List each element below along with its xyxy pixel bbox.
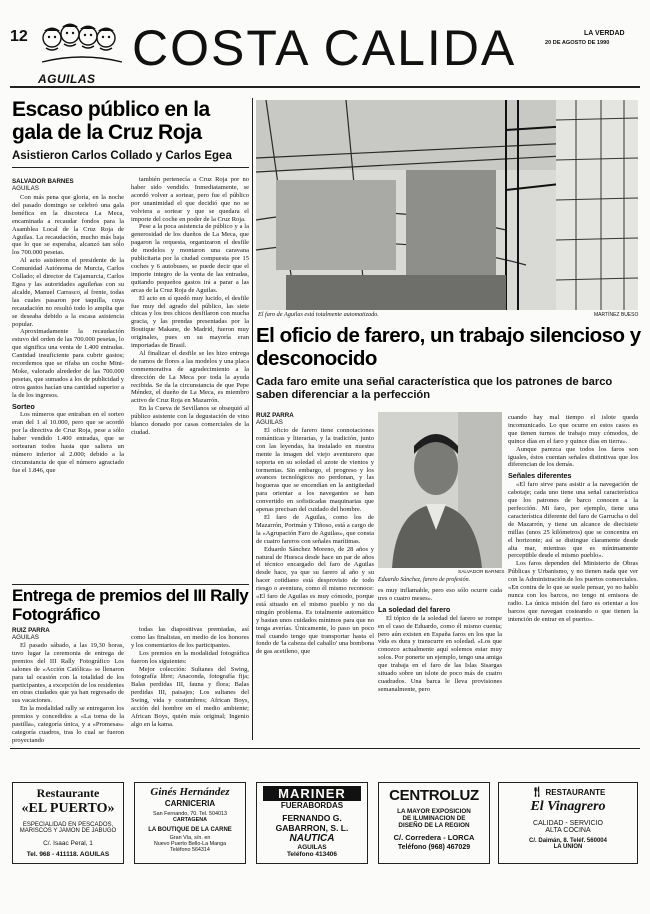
byline-author: SALVADOR BARNES (12, 178, 74, 185)
ad-line: LA UNION (553, 844, 583, 850)
ad-line: DISEÑO DE LA REGION (398, 822, 470, 829)
issue-date: 20 DE AGOSTO DE 1990 (545, 40, 610, 46)
ad-line: C/. Isaac Peral, 1 (43, 840, 93, 847)
paragraph: El oficio de farero tiene connotaciones románticas y literarias, y la tradición, junto con las leyendas, ha instalado en nuestra mente la imagen del viejo aventurero que soporta en su soledad el azote de vientos y tormentas. Sin embargo, el progreso y los avances tecnológicos no perdonan, y las hogueras que se encendían en la antigüedad para orientar a los navegantes se han convertido en sofisticadas maquinarias que apenas precisan del cuidado del hombre. (256, 427, 374, 514)
newspaper-name: LA VERDAD (584, 30, 625, 37)
ad-line: ALTA COCINA (545, 827, 591, 834)
gala-sub-rule (12, 167, 249, 168)
paragraph: El acto en sí quedó muy lucido, el desfile fue muy del agrado del público, las siete chicas y los tres chicos desfilaron con mucha gracia, y las prendas presentadas por la Boutique Makane, de Madrid, fueron muy originales, pues en su mayoría eran importadas de Brasil. (131, 294, 249, 350)
byline-author: RUIZ PARRA (12, 627, 50, 634)
ad-el-puerto[interactable] (12, 782, 124, 864)
byline-location: AGUILAS (12, 185, 39, 192)
portrait-credit: SALVADOR BARNES (458, 570, 505, 575)
paragraph: todas las diapositivas premiadas, así como las finalistas, en medio de los honores y los comentarios de los participantes. (131, 626, 249, 649)
ad-line: GABARRON, S. L. (275, 823, 349, 833)
ad-line: Tel. 968 - 411118. AGUILAS (26, 851, 110, 858)
ad-line-text: RESTAURANTE (545, 788, 606, 797)
paragraph: Mejor colección: Sultanes del Swing, fotografía libre; Anaconda, fotografía fija; Balas perdidas III, fauna y flora; Balas perdidas III, paisajes; Los sultanes del Swing, vida y costumbres; African Boys, acción del hombre en el medio ambiente; African Boys, quién más original; Ingenio algo en la kama. (131, 665, 249, 728)
byline-location: AGUILAS (256, 419, 283, 426)
ad-line: Ginés Hernández (150, 786, 230, 798)
aguilas-logo (38, 22, 126, 86)
faro-column-1 (256, 427, 374, 738)
rally-headline: Entrega de premios del III Rally Fotográfico (12, 586, 249, 624)
ad-line: FUERABORDAS (280, 801, 344, 810)
paragraph: «El faro sirve para asistir a la navegación de cabotaje; cada uno tiene una señal característica que los patrones de barco conocen a la perfección. Mi faro, por ejemplo, tiene una característica diferente del faro de Garrucha o del de Mazarrón, y tiene un alcance de diecisiete millas (unos 25 kilómetros) que se concentra en el horizonte; así se distingue claramente desde alta mar, mientras que es mínimamente perceptible desde el mismo pueblo». (508, 481, 638, 560)
paragraph: El faro de Aguilas, como los de Mazarrón, Portmán y Tiñoso, está a cargo de la «Agrupación Faro de Aguilas», que consta de cuatro fareros con señales marítimas. (256, 513, 374, 545)
ad-vinagrero[interactable] (498, 782, 638, 864)
ad-line: LA MAYOR EXPOSICION (397, 808, 471, 815)
ad-line: CALIDAD - SERVICIO (533, 820, 603, 827)
lighthouse-photo (256, 100, 638, 310)
ad-line: Teléfono 564314 (170, 847, 210, 853)
ad-line: Restaurante (36, 786, 100, 800)
header-rule (10, 86, 640, 88)
paragraph: En la Cueva de Sevillanos se obsequió al público asistente con la degustación de vino blanco donado por casas comerciales de la ciudad. (131, 405, 249, 436)
photo-credit: MARTÍNEZ BUESO (594, 312, 639, 318)
paragraph: cuando hay mal tiempo el islote queda incomunicado. Lo que ocurre en estos casos es que tienen turnos de trabajo muy cómodos, de quince días en el faro y quince días en tierra». (508, 414, 638, 445)
logo-text: AGUILAS (38, 72, 96, 86)
children-logo-icon (38, 22, 126, 68)
ad-line: CARTAGENA (172, 817, 208, 823)
section-title: COSTA CALIDA (132, 20, 517, 76)
byline-author: RUIZ PARRA (256, 412, 294, 419)
rally-column-2 (131, 626, 249, 738)
sorteo-heading: Sorteo (12, 401, 35, 411)
gala-column-2 (131, 176, 249, 582)
paragraph: Los premios en la modalidad fotográfica fueron los siguientes: (131, 649, 249, 665)
paragraph: Con más pena que gloria, en la noche del pasado domingo se celebró una gala benéfica en la discoteca La Meca, encaminada a recaudar fondos para la Asamblea Local de la Cruz Roja de Aguilas. La recaudación, mucho más baja que lo que se esperaba, alcanzó tan sólo los 700.000 pesetas. (12, 194, 124, 257)
paragraph: El pasado sábado, a las 19,30 horas, tuvo lugar la ceremonia de entrega de premios del III Rally Fotográfico Los salones de «Acción Católica» se llenaron para tal ocasión con la totalidad de los participantes, a excepción de los residentes en otras ciudades que ya han regresado de sus vacaciones. (12, 642, 124, 705)
ad-line: LA BOUTIQUE DE LA CARNE (148, 827, 232, 833)
ad-centroluz[interactable] (378, 782, 490, 864)
paragraph: Al acto asistieron el presidente de la Comunidad Autónoma de Murcia, Carlos Collado; el director de Cajamurcia, Carlos Egea y las autoridades aguileñas con su alcalde, Manuel Carrasco, al frente, todas las cuales pasaron por taquilla, cuya recaudación no resultó todo lo amplia que se deseaba debido a la escasa asistencia popular. (12, 257, 124, 328)
ad-line: Nuevo Puerto Bello-La Manga (153, 841, 227, 847)
gala-byline (12, 178, 124, 192)
paragraph: Pese a la poca asistencia de público y a la generosidad de los dueños de La Meca, que pagaron la orquesta, organizaron el desfile de modelos y montaron una caravana publicitaria por la ciudad compuesta por 15 coches y 6 autobuses, se puede decir que el importe integro de la venta de las entradas, quitando pequeños gastos irá a parar a las arcas de la Cruz Roja de Aguilas. (131, 223, 249, 294)
ad-line: Teléfono 413406 (286, 851, 338, 858)
portrait-photo-icon (378, 412, 502, 568)
paragraph: Los números que entraban en el sorteo eran del 1 al 10.000, pero que se acordó por la directiva de Cruz Roja, pese a sólo haber vendido 1.400 entradas, que se sortearan todos hasta que saliera un número inferior al 2.000; debido a la circunstancia de que el número agraciado fue el 1.846, que (12, 411, 124, 474)
paragraph: Aunque parezca que todos los faros son iguales, éstos cuentan señales distintivas que los diferencian de los demás. (508, 445, 638, 469)
ad-line: DE ILUMINACION DE (402, 815, 466, 822)
paragraph: Aproximadamente la recaudación estuvo del orden de las 700.000 pesetas, lo que significa una venta de 1.400 entradas. Cantidad insuficiente para cubrir gastos; recordemos que se rifaba un coche Mini-Moke, valorado alrededor de las 700.000 pesetas, que sumados a los de publicidad y otros gastos hacían una cantidad superior a la de los ingresos. (12, 328, 124, 399)
paragraph: En la modalidad rally se entregaron los premios y concedidos a «La toma de la pastilla», categoría única, y a «Promesas» categoría cuadros, tras lo cual se fueron proyectando (12, 705, 124, 744)
ad-line: Gran Vía, s/n. en (169, 835, 211, 841)
ad-line: CARNICERIA (164, 799, 216, 808)
faro-headline: El oficio de farero, un trabajo silencioso y desconocido (256, 324, 641, 370)
ad-line (499, 787, 637, 798)
farero-portrait (378, 412, 502, 568)
ad-line: San Fernando, 70. Tel. 504013 (153, 811, 227, 817)
gala-subheadline: Asistieron Carlos Collado y Carlos Egea (12, 150, 232, 162)
ad-line: Teléfono (968) 467029 (397, 844, 471, 851)
gala-column-1 (12, 194, 124, 590)
ad-line: ESPECIALIDAD EN PESCADOS, (22, 822, 114, 828)
senales-heading: Señales diferentes (508, 471, 572, 481)
portrait-caption: Eduardo Sánchez, farero de profesión. (378, 577, 471, 583)
paragraph: es muy inflamable, pero eso sólo ocurre cada tres o cuatro meses». (378, 587, 502, 602)
ad-line: MARISCOS Y JAMON DE JABUGO (19, 828, 117, 834)
soledad-heading: La soledad del farero (378, 604, 451, 614)
ad-line: El Vinagrero (530, 799, 606, 814)
page-number: 12 (10, 28, 28, 45)
column-separator (252, 98, 253, 740)
ad-mariner[interactable] (256, 782, 368, 864)
ads-top-rule (10, 748, 640, 749)
ad-line: «EL PUERTO» (21, 801, 115, 816)
ad-line: MARINER (263, 786, 361, 801)
rally-top-rule (12, 584, 249, 585)
ad-line: C/. Daimán, 8. Teléf. 560004 (529, 838, 607, 844)
faro-column-3 (508, 414, 638, 738)
paragraph: Los faros dependen del Ministerio de Obras Públicas y Urbanismo, y no tienen nada que ver con la Administración de los puertos comerciales. «En contra de lo que se suele pensar, yo no hablo nunca con los barcos, no tengo ni emisora de radio. La única misión del faro es orientar a los barcos que navegan costeando o que tienen la intención de entrar en el puerto». (508, 560, 638, 623)
ad-line: CENTROLUZ (389, 787, 479, 804)
ad-line: FERNANDO G. (282, 813, 342, 823)
byline-location: AGUILAS (12, 634, 39, 641)
gala-headline: Escaso público en la gala de la Cruz Roja (12, 98, 210, 144)
paragraph: también pertenecía a Cruz Roja por no haber sido vendido. Inmediatamente, se acordó volver a sortear, pero fue el público por unanimidad el que decidió que no se volviera a sortear y que se quedara el importe del coche en poder de la Cruz Roja. (131, 176, 249, 223)
photo-caption: El faro de Aguilas está totalmente automatizado. (258, 311, 379, 318)
ad-line: AGUILAS (297, 844, 327, 851)
ad-line: C/. Corredera - LORCA (393, 833, 475, 842)
rally-column-1 (12, 642, 124, 744)
paragraph: Al finalizar el desfile se les hizo entrega de ramos de flores a las modelos y una placa conmemorativa de agradecimiento a la dirección de La Meca por toda la ayuda recibida. Se da la circunstancia de que Pepe Méndez, el dueño de La Meca, es miembro activo de Cruz Roja en Mazarrón. (131, 349, 249, 405)
paragraph: Eduardo Sánchez Moreno, de 28 años y natural de Huesca desde hace un par de años el técnico encargado del faro de Aguilas desde hace, ya que su farero al año y su hacer cotidiano está desprovisto de todo riesgo o aventura, como él mismo reconoce: «El faro de Aguilas es muy cómodo, porque está situado en el mismo pueblo y no da ningún problema. Es totalmente automático y bastan unos cuidados mínimos para que no tenga averías. Únicamente, lo paso un poco mal cuando tengo que transportar hasta el fondo de 'la cabeza del caballo' una bombona de gas acetileno, que (256, 545, 374, 656)
rally-byline (12, 627, 124, 641)
ad-line: NAUTICA (289, 833, 335, 844)
fork-knife-icon: 🍴︎ (530, 787, 544, 798)
faro-byline (256, 412, 374, 426)
lighthouse-photo-icon (256, 100, 638, 310)
faro-deck: Cada faro emite una señal característica que los patrones de barco saben diferenciar a la perfección (256, 376, 613, 401)
paragraph: El tópico de la soledad del farero se rompe en el caso de Eduardo, como él mismo cuenta; pero aún existen en España faros en los que la vida es dura y transcurre en soledad. «Los que conozco actualmente aquí solemos estar muy solos. Por ponerte un ejemplo, tengo una amiga que trabaja en el faro de las Islas Sisargas situado sobre un islote de poco más de cuatro cuadrados. Una barca le lleva provisiones semanalmente, pero (378, 614, 502, 693)
ad-carniceria[interactable] (134, 782, 246, 864)
faro-column-2 (378, 587, 502, 738)
